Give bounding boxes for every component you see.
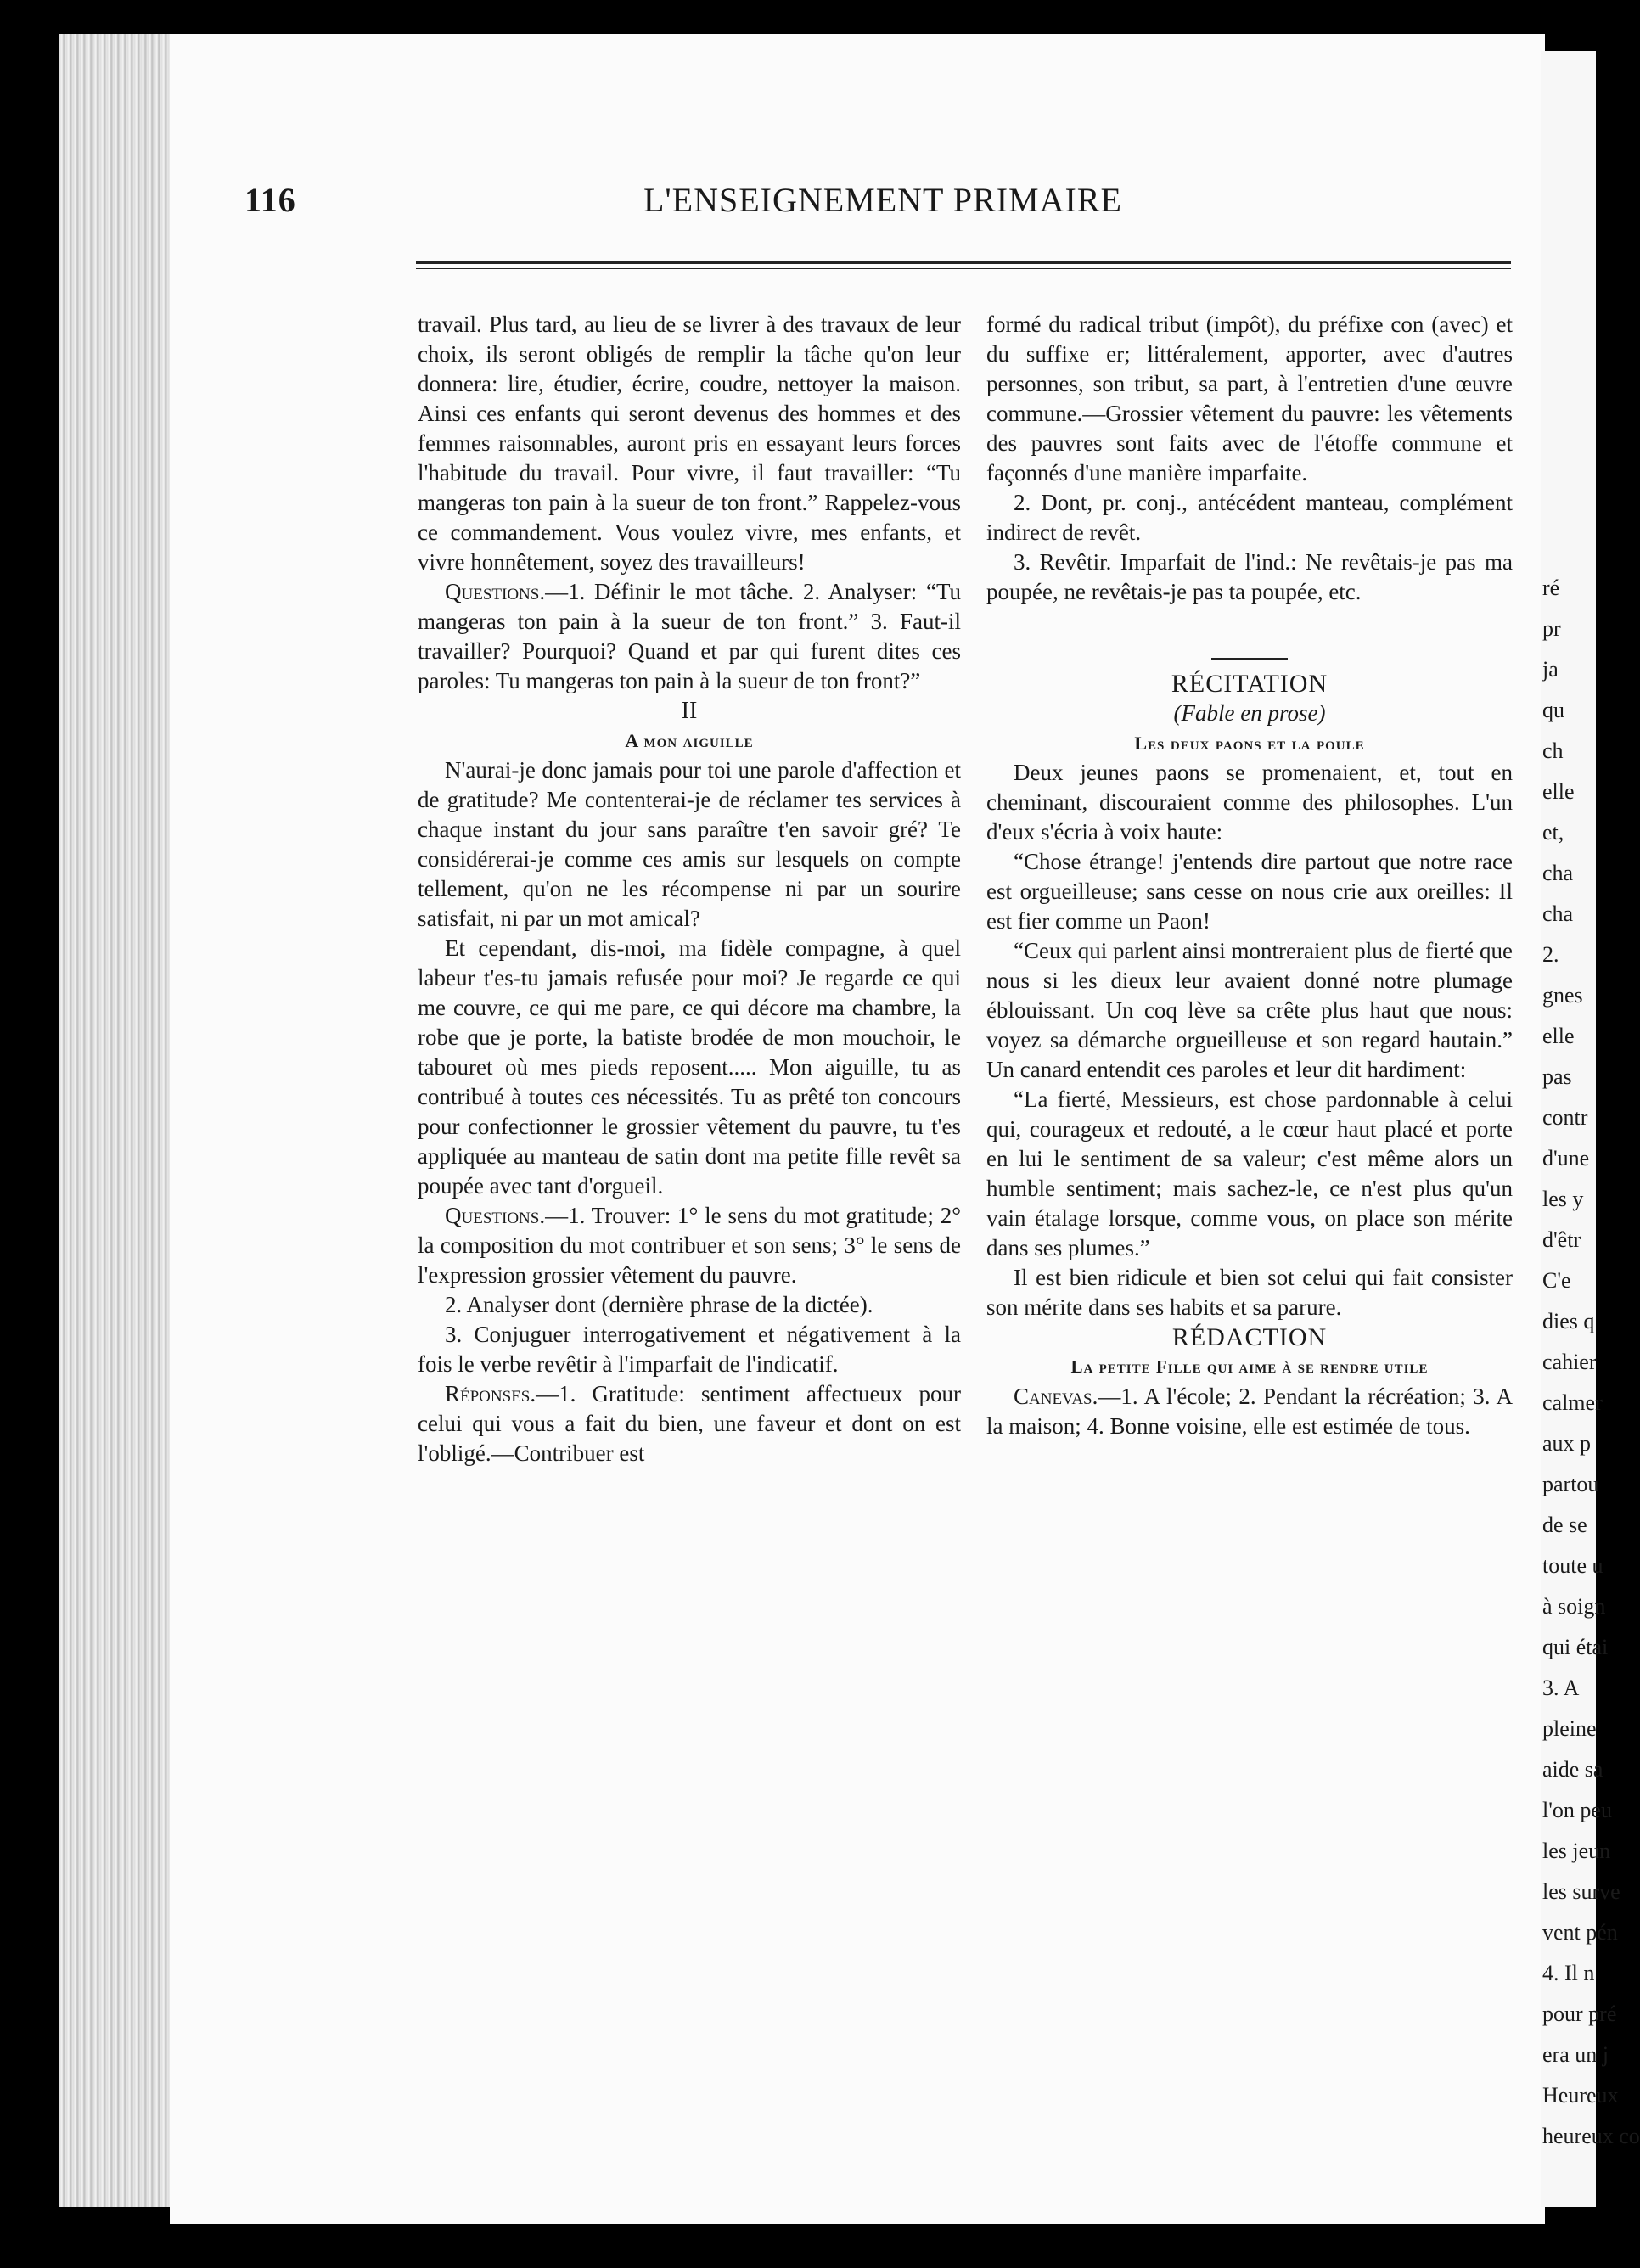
neighbor-text-fragment: qui étai [1542, 1635, 1609, 1659]
questions-label: Questions [445, 1203, 540, 1228]
neighbor-text-fragment: l'on peu [1542, 1798, 1612, 1822]
neighbor-text-fragment: elle [1542, 1024, 1575, 1048]
section-number: II [681, 698, 698, 724]
paragraph: travail. Plus tard, au lieu de se livrer à des travaux de leur choix, ils seront obligés de remplir la tâche qu'on leur donnera: lire, étudier, écrire, coudre, nettoyer la maison. Ainsi ces enfants qui seront devenus des hommes et des femmes raisonnables, auront pris en essayant leurs forces l'habitude du travail. Pour vivre, il faut travailler: “Tu mangeras ton pain à la sueur de ton front.” Rappelez-vous ce commandement. Vous voulez vivre, mes enfants, et vivre honnêtement, soyez des travailleurs! [418, 312, 961, 575]
fable-title: Les deux paons et la poule [1134, 733, 1365, 754]
left-column [418, 310, 961, 1468]
running-title: L'ENSEIGNEMENT PRIMAIRE [643, 181, 1122, 219]
questions-paragraph [418, 577, 961, 696]
neighbor-text-fragment: aux p [1542, 1431, 1592, 1456]
neighbor-text-fragment: ré [1542, 575, 1560, 600]
paragraph: “Ceux qui parlent ainsi montreraient plus de fierté que nous si les dieux leur avaient donné notre plumage éblouissant. Un coq lève sa crête plus haut que nous: voyez sa démarche orgueilleuse et son regard hautain.” Un canard entendit ces paroles et leur dit hardiment: [986, 938, 1513, 1082]
neighbor-text-fragment: pleine [1542, 1716, 1597, 1741]
redaction-title: RÉDACTION [1171, 1323, 1328, 1351]
neighbor-text-fragment: 2. [1542, 942, 1559, 967]
neighbor-text-fragment: les y [1542, 1187, 1584, 1211]
neighbor-text-fragment: partou [1542, 1472, 1599, 1496]
neighbor-text-fragment: dies q [1542, 1309, 1595, 1333]
paragraph: “Chose étrange! j'entends dire partout que notre race est orgueilleuse; sans cesse on nous crie aux oreilles: Il est fier comme un Paon! [986, 849, 1513, 934]
question-item: 3. Conjuguer interrogativement et négativement à la fois le verbe revêtir à l'imparfait de l'indicatif. [418, 1322, 961, 1377]
paragraph: Deux jeunes paons se promenaient, et, tout en cheminant, discouraient comme des philosophes. L'un d'eux s'écria à voix haute: [986, 760, 1513, 845]
neighbor-text-fragment: Heureux [1542, 2083, 1619, 2108]
neighbor-text-fragment: qu [1542, 698, 1564, 722]
neighbor-text-fragment: d'êtr [1542, 1227, 1581, 1252]
neighbor-text-fragment: pour pré [1542, 2001, 1617, 2026]
neighbor-text-fragment: 4. Il n [1542, 1961, 1595, 1985]
section-title: A mon aiguille [625, 730, 754, 751]
answers-paragraph [418, 1379, 961, 1468]
neighbor-page [1541, 51, 1640, 2207]
header-rule-bottom [416, 268, 1511, 269]
neighbor-text-fragment: calmer [1542, 1390, 1603, 1415]
right-column [986, 310, 1513, 1441]
paragraph: Et cependant, dis-moi, ma fidèle compagne, à quel labeur t'es-tu jamais refusée pour moi? Je regarde ce qui me couvre, ce qui me pare, ce qui décore ma chambre, la robe que je porte, la batiste brodée de mon mouchoir, le tabouret où mes pieds reposent..... Mon aiguille, tu as contribué à toutes ces nécessités. Tu as prêté ton concours pour confectionner le grossier vêtement du pauvre, tu t'es appliquée au manteau de satin dont ma petite fille revêt sa poupée avec tant d'orgueil. [418, 935, 961, 1199]
neighbor-text-fragment: heureux co [1542, 2124, 1640, 2148]
answers-label: Réponses [445, 1381, 531, 1406]
neighbor-text-fragment: cha [1542, 861, 1574, 885]
questions-paragraph [418, 1201, 961, 1290]
neighbor-text-fragment: ch [1542, 738, 1564, 763]
canevas-paragraph [986, 1382, 1513, 1441]
neighbor-text-fragment: cha [1542, 901, 1574, 926]
neighbor-text-fragment: pas [1542, 1064, 1572, 1089]
book-page-edges [59, 34, 178, 2207]
neighbor-text-fragment: aide sa [1542, 1757, 1603, 1782]
neighbor-text-fragment: toute u [1542, 1553, 1603, 1578]
neighbor-text-fragment: gnes [1542, 983, 1583, 1008]
questions-text: .—1. Trouver: 1° le sens du mot gratitude; 2° la composition du mot contribuer et son sens; 3° le sens de l'expression grossier vêtement du pauvre. [418, 1203, 961, 1288]
neighbor-text-fragment: contr [1542, 1105, 1588, 1130]
neighbor-text-fragment: era un j [1542, 2042, 1609, 2067]
header-rule-top [416, 261, 1511, 264]
recitation-title: RÉCITATION [1171, 670, 1328, 698]
paragraph: 3. Revêtir. Imparfait de l'ind.: Ne revêtais-je pas ma poupée, ne revêtais-je pas ta poupée, etc. [986, 549, 1513, 604]
canevas-label: Canevas [1014, 1384, 1092, 1409]
paragraph: “La fierté, Messieurs, est chose pardonnable à celui qui, courageux et redouté, a le cœur haut placé et porte en lui le sentiment de sa valeur; c'est même alors un humble sentiment; mais sachez-le, ce n'est plus qu'un vain étalage lorsque, comme vous, on place son mérite dans ses plumes.” [986, 1086, 1513, 1260]
questions-label: Questions [445, 579, 540, 604]
neighbor-text-fragment: et, [1542, 820, 1564, 845]
redaction-subtitle: La petite Fille qui aime à se rendre utile [1070, 1356, 1429, 1377]
canevas-text: .—1. A l'école; 2. Pendant la récréation; 3. A la maison; 4. Bonne voisine, elle est estimée de tous. [986, 1384, 1513, 1439]
neighbor-text-fragment: vent pén [1542, 1920, 1618, 1945]
paragraph: formé du radical tribut (impôt), du préfixe con (avec) et du suffixe er; littéralement, apporter, avec d'autres personnes, son tribut, sa part, à l'entretien d'une œuvre commune.—Grossier vêtement du pauvre: les vêtements des pauvres sont faits avec de l'étoffe commune et façonnés d'une manière imparfaite. [986, 312, 1513, 486]
neighbor-text-fragment: ja [1542, 657, 1559, 682]
paragraph: Il est bien ridicule et bien sot celui qui fait consister son mérite dans ses habits et sa parure. [986, 1265, 1513, 1320]
neighbor-text-fragment: 3. A [1542, 1676, 1580, 1700]
page-header [244, 180, 1509, 231]
paragraph: N'aurai-je donc jamais pour toi une parole d'affection et de gratitude? Me contenterai-je de réclamer tes services à chaque instant du jour sans paraître t'en savoir gré? Te considérerai-je comme ces amis sur lesquels on compte tellement, qu'on ne les récompense ni par un sourire satisfait, ni par un mot amical? [418, 757, 961, 931]
recitation-subtitle: (Fable en prose) [1173, 700, 1326, 726]
question-item: 2. Analyser dont (dernière phrase de la dictée). [445, 1292, 873, 1317]
questions-text: .—1. Définir le mot tâche. 2. Analyser: “Tu mangeras ton pain à la sueur de ton front.” 3. Faut-il travailler? Pourquoi? Quand et par qui furent dites ces paroles: Tu mangeras ton pain à la sueur de ton front?” [418, 579, 961, 693]
neighbor-text-fragment: cahier [1542, 1350, 1597, 1374]
section-divider [1211, 658, 1288, 660]
neighbor-text-fragment: les surve [1542, 1879, 1620, 1904]
neighbor-text-fragment: à soign [1542, 1594, 1606, 1619]
neighbor-text-fragment: pr [1542, 616, 1561, 641]
neighbor-text-fragment: elle [1542, 779, 1575, 804]
neighbor-text-fragment: de se [1542, 1513, 1587, 1537]
neighbor-text-fragment: d'une [1542, 1146, 1590, 1170]
neighbor-text-fragment: C'e [1542, 1268, 1571, 1293]
neighbor-text-fragment: les jeun [1542, 1839, 1611, 1863]
paragraph: 2. Dont, pr. conj., antécédent manteau, complément indirect de revêt. [986, 490, 1513, 545]
page-number: 116 [244, 181, 296, 219]
answers-text: .—1. Gratitude: sentiment affectueux pour celui qui vous a fait du bien, une faveur et dont on est l'obligé.—Contribuer est [418, 1381, 961, 1466]
